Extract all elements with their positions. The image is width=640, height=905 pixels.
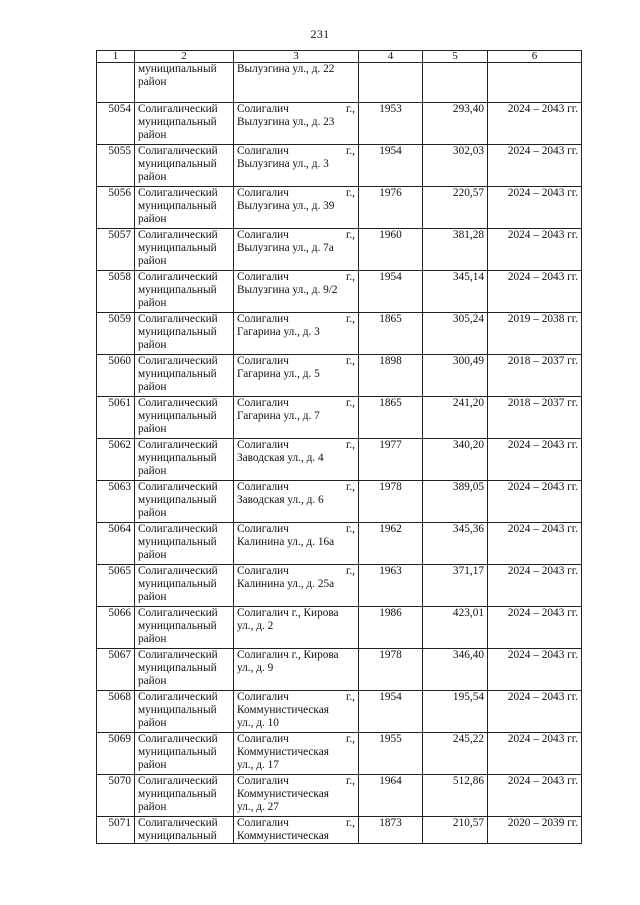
year-cell: 1976 xyxy=(359,187,423,229)
area-cell: 245,22 xyxy=(423,733,488,775)
address-cell xyxy=(234,103,359,145)
period-cell: 2018 – 2037 гг. xyxy=(488,355,582,397)
area-cell: 220,57 xyxy=(423,187,488,229)
address-city-abbr: г., xyxy=(345,481,355,493)
address-city: Солигалич xyxy=(237,481,289,493)
column-header: 1 xyxy=(97,51,135,63)
address-city-abbr: г., xyxy=(345,691,355,703)
address-city-line xyxy=(237,733,355,746)
period-cell: 2024 – 2043 гг. xyxy=(488,271,582,313)
address-city: Солигалич xyxy=(237,187,289,199)
district-cell: Солигалический муниципальный район xyxy=(135,271,234,313)
row-number-cell: 5057 xyxy=(97,229,135,271)
period-cell: 2024 – 2043 гг. xyxy=(488,523,582,565)
address-city-line xyxy=(237,229,355,242)
address-cell xyxy=(234,439,359,481)
table-row xyxy=(97,229,582,271)
address-cell xyxy=(234,775,359,817)
address-street: Коммунистическая ул., д. 17 xyxy=(237,746,329,771)
year-cell: 1954 xyxy=(359,145,423,187)
address-city-line xyxy=(237,691,355,704)
address-street: Коммунистическая ул., д. 10 xyxy=(237,704,329,729)
district-cell: Солигалический муниципальный район xyxy=(135,397,234,439)
address-city: Солигалич xyxy=(237,229,289,241)
address-street: Заводская ул., д. 6 xyxy=(237,494,324,506)
column-header: 4 xyxy=(359,51,423,63)
row-number-cell: 5062 xyxy=(97,439,135,481)
address-street: Гагарина ул., д. 3 xyxy=(237,326,320,338)
district-cell: Солигалический муниципальный район xyxy=(135,607,234,649)
table-row xyxy=(97,775,582,817)
address-cell xyxy=(234,397,359,439)
address-street: Вылузгина ул., д. 3 xyxy=(237,158,329,170)
address-city-abbr: г., xyxy=(345,439,355,451)
district-cell: Солигалический муниципальный район xyxy=(135,229,234,271)
address-cell xyxy=(234,691,359,733)
year-cell: 1962 xyxy=(359,523,423,565)
year-cell xyxy=(359,63,423,103)
district-cell: Солигалический муниципальный xyxy=(135,817,234,844)
address-street: Коммунистическая xyxy=(237,830,329,842)
year-cell: 1865 xyxy=(359,313,423,355)
address-street: Коммунистическая ул., д. 27 xyxy=(237,788,329,813)
row-number-cell: 5056 xyxy=(97,187,135,229)
area-cell: 345,14 xyxy=(423,271,488,313)
row-number-cell: 5066 xyxy=(97,607,135,649)
district-cell: Солигалический муниципальный район xyxy=(135,481,234,523)
district-cell: муниципальный район xyxy=(135,63,234,103)
area-cell: 340,20 xyxy=(423,439,488,481)
year-cell: 1960 xyxy=(359,229,423,271)
table-row xyxy=(97,187,582,229)
address-cell xyxy=(234,355,359,397)
address-city-line xyxy=(237,355,355,368)
district-cell: Солигалический муниципальный район xyxy=(135,649,234,691)
table-row xyxy=(97,103,582,145)
address-city: Солигалич xyxy=(237,523,289,535)
row-number-cell: 5070 xyxy=(97,775,135,817)
address-city-line xyxy=(237,481,355,494)
address-cell xyxy=(234,523,359,565)
period-cell: 2024 – 2043 гг. xyxy=(488,691,582,733)
address-city: Солигалич xyxy=(237,565,289,577)
column-header: 6 xyxy=(488,51,582,63)
area-cell: 195,54 xyxy=(423,691,488,733)
year-cell: 1954 xyxy=(359,691,423,733)
address-city-abbr: г., xyxy=(345,229,355,241)
address-city: Солигалич xyxy=(237,439,289,451)
address-city: Солигалич xyxy=(237,145,289,157)
area-cell: 423,01 xyxy=(423,607,488,649)
area-cell: 302,03 xyxy=(423,145,488,187)
address-cell: Вылузгина ул., д. 22 xyxy=(234,63,359,103)
table-row xyxy=(97,481,582,523)
address-cell xyxy=(234,229,359,271)
column-header: 3 xyxy=(234,51,359,63)
address-city: Солигалич xyxy=(237,817,289,829)
address-city-line xyxy=(237,397,355,410)
address-city-line xyxy=(237,565,355,578)
housing-registry-table xyxy=(96,50,582,844)
address-city: Солигалич xyxy=(237,313,289,325)
row-number-cell: 5055 xyxy=(97,145,135,187)
address-street: ул., д. 2 xyxy=(237,620,274,632)
area-cell: 210,57 xyxy=(423,817,488,844)
address-city-abbr: г., xyxy=(345,775,355,787)
table-row xyxy=(97,817,582,844)
address-city-line xyxy=(237,187,355,200)
address-city-abbr: г., xyxy=(345,565,355,577)
row-number-cell: 5063 xyxy=(97,481,135,523)
area-cell: 381,28 xyxy=(423,229,488,271)
area-cell: 293,40 xyxy=(423,103,488,145)
table-row xyxy=(97,733,582,775)
address-street: Заводская ул., д. 4 xyxy=(237,452,324,464)
area-cell: 300,49 xyxy=(423,355,488,397)
address-street: Вылузгина ул., д. 9/2 xyxy=(237,284,338,296)
column-header: 2 xyxy=(135,51,234,63)
page-number: 231 xyxy=(310,27,330,41)
address-cell xyxy=(234,817,359,844)
period-cell: 2019 – 2038 гг. xyxy=(488,313,582,355)
address-cell xyxy=(234,733,359,775)
area-cell: 389,05 xyxy=(423,481,488,523)
period-cell: 2024 – 2043 гг. xyxy=(488,229,582,271)
area-cell: 371,17 xyxy=(423,565,488,607)
address-street: Вылузгина ул., д. 39 xyxy=(237,200,335,212)
address-city: Солигалич xyxy=(237,103,289,115)
address-cell xyxy=(234,187,359,229)
district-cell: Солигалический муниципальный район xyxy=(135,313,234,355)
address-street: Вылузгина ул., д. 23 xyxy=(237,116,335,128)
address-street: Калинина ул., д. 25а xyxy=(237,578,335,590)
address-city-line xyxy=(237,817,355,830)
row-number-cell: 5061 xyxy=(97,397,135,439)
year-cell: 1963 xyxy=(359,565,423,607)
period-cell: 2024 – 2043 гг. xyxy=(488,481,582,523)
row-number-cell: 5069 xyxy=(97,733,135,775)
address-street: ул., д. 9 xyxy=(237,662,274,674)
period-cell: 2024 – 2043 гг. xyxy=(488,607,582,649)
table-row xyxy=(97,439,582,481)
table-row xyxy=(97,271,582,313)
row-number-cell: 5059 xyxy=(97,313,135,355)
address-city: Солигалич xyxy=(237,775,289,787)
row-number-cell xyxy=(97,63,135,103)
row-number-cell: 5067 xyxy=(97,649,135,691)
address-street: Калинина ул., д. 16а xyxy=(237,536,335,548)
period-cell: 2020 – 2039 гг. xyxy=(488,817,582,844)
year-cell: 1977 xyxy=(359,439,423,481)
address-street: Гагарина ул., д. 5 xyxy=(237,368,320,380)
period-cell: 2024 – 2043 гг. xyxy=(488,103,582,145)
address-city: Солигалич xyxy=(237,271,289,283)
address-city-line xyxy=(237,145,355,158)
year-cell: 1953 xyxy=(359,103,423,145)
address-city-line xyxy=(237,313,355,326)
area-cell: 346,40 xyxy=(423,649,488,691)
address-cell xyxy=(234,145,359,187)
year-cell: 1964 xyxy=(359,775,423,817)
row-number-cell: 5071 xyxy=(97,817,135,844)
address-city-abbr: г., xyxy=(345,817,355,829)
district-cell: Солигалический муниципальный район xyxy=(135,145,234,187)
address-street: Вылузгина ул., д. 7а xyxy=(237,242,334,254)
address-city-line xyxy=(237,439,355,452)
address-city-line xyxy=(237,775,355,788)
address-city: Солигалич xyxy=(237,355,289,367)
year-cell: 1978 xyxy=(359,481,423,523)
district-cell: Солигалический муниципальный район xyxy=(135,439,234,481)
address-city-abbr: г., xyxy=(345,145,355,157)
area-cell: 345,36 xyxy=(423,523,488,565)
address-city: Солигалич г., Кирова xyxy=(237,607,339,619)
address-city-abbr: г., xyxy=(345,733,355,745)
continuation-row xyxy=(97,63,582,103)
row-number-cell: 5065 xyxy=(97,565,135,607)
address-city-line xyxy=(237,103,355,116)
column-number-row xyxy=(97,51,582,63)
area-cell: 512,86 xyxy=(423,775,488,817)
district-cell: Солигалический муниципальный район xyxy=(135,565,234,607)
area-cell: 241,20 xyxy=(423,397,488,439)
period-cell: 2024 – 2043 гг. xyxy=(488,565,582,607)
address-city-abbr: г., xyxy=(345,103,355,115)
table-row xyxy=(97,313,582,355)
year-cell: 1986 xyxy=(359,607,423,649)
row-number-cell: 5068 xyxy=(97,691,135,733)
table-row xyxy=(97,691,582,733)
period-cell: 2018 – 2037 гг. xyxy=(488,397,582,439)
address-city-line xyxy=(237,607,355,620)
table-row xyxy=(97,565,582,607)
period-cell: 2024 – 2043 гг. xyxy=(488,187,582,229)
table-row xyxy=(97,523,582,565)
row-number-cell: 5064 xyxy=(97,523,135,565)
address-cell xyxy=(234,649,359,691)
row-number-cell: 5054 xyxy=(97,103,135,145)
period-cell xyxy=(488,63,582,103)
district-cell: Солигалический муниципальный район xyxy=(135,187,234,229)
year-cell: 1955 xyxy=(359,733,423,775)
address-city-line xyxy=(237,523,355,536)
period-cell: 2024 – 2043 гг. xyxy=(488,775,582,817)
column-header: 5 xyxy=(423,51,488,63)
district-cell: Солигалический муниципальный район xyxy=(135,775,234,817)
table-row xyxy=(97,145,582,187)
area-cell xyxy=(423,63,488,103)
year-cell: 1865 xyxy=(359,397,423,439)
year-cell: 1898 xyxy=(359,355,423,397)
address-city: Солигалич г., Кирова xyxy=(237,649,339,661)
address-city-abbr: г., xyxy=(345,355,355,367)
year-cell: 1954 xyxy=(359,271,423,313)
address-city-abbr: г., xyxy=(345,313,355,325)
address-city-line xyxy=(237,649,355,662)
district-cell: Солигалический муниципальный район xyxy=(135,103,234,145)
district-cell: Солигалический муниципальный район xyxy=(135,355,234,397)
address-cell xyxy=(234,271,359,313)
year-cell: 1978 xyxy=(359,649,423,691)
address-cell xyxy=(234,607,359,649)
row-number-cell: 5060 xyxy=(97,355,135,397)
address-city-abbr: г., xyxy=(345,187,355,199)
address-cell xyxy=(234,313,359,355)
district-cell: Солигалический муниципальный район xyxy=(135,523,234,565)
district-cell: Солигалический муниципальный район xyxy=(135,691,234,733)
address-city: Солигалич xyxy=(237,397,289,409)
table-row xyxy=(97,607,582,649)
address-city-abbr: г., xyxy=(345,523,355,535)
address-city: Солигалич xyxy=(237,691,289,703)
address-city-abbr: г., xyxy=(345,397,355,409)
address-city: Солигалич xyxy=(237,733,289,745)
row-number-cell: 5058 xyxy=(97,271,135,313)
period-cell: 2024 – 2043 гг. xyxy=(488,733,582,775)
period-cell: 2024 – 2043 гг. xyxy=(488,439,582,481)
address-street: Гагарина ул., д. 7 xyxy=(237,410,320,422)
address-cell xyxy=(234,481,359,523)
district-cell: Солигалический муниципальный район xyxy=(135,733,234,775)
table-row xyxy=(97,355,582,397)
period-cell: 2024 – 2043 гг. xyxy=(488,145,582,187)
address-cell xyxy=(234,565,359,607)
table-row xyxy=(97,649,582,691)
area-cell: 305,24 xyxy=(423,313,488,355)
address-city-line xyxy=(237,271,355,284)
table-row xyxy=(97,397,582,439)
address-city-abbr: г., xyxy=(345,271,355,283)
year-cell: 1873 xyxy=(359,817,423,844)
period-cell: 2024 – 2043 гг. xyxy=(488,649,582,691)
